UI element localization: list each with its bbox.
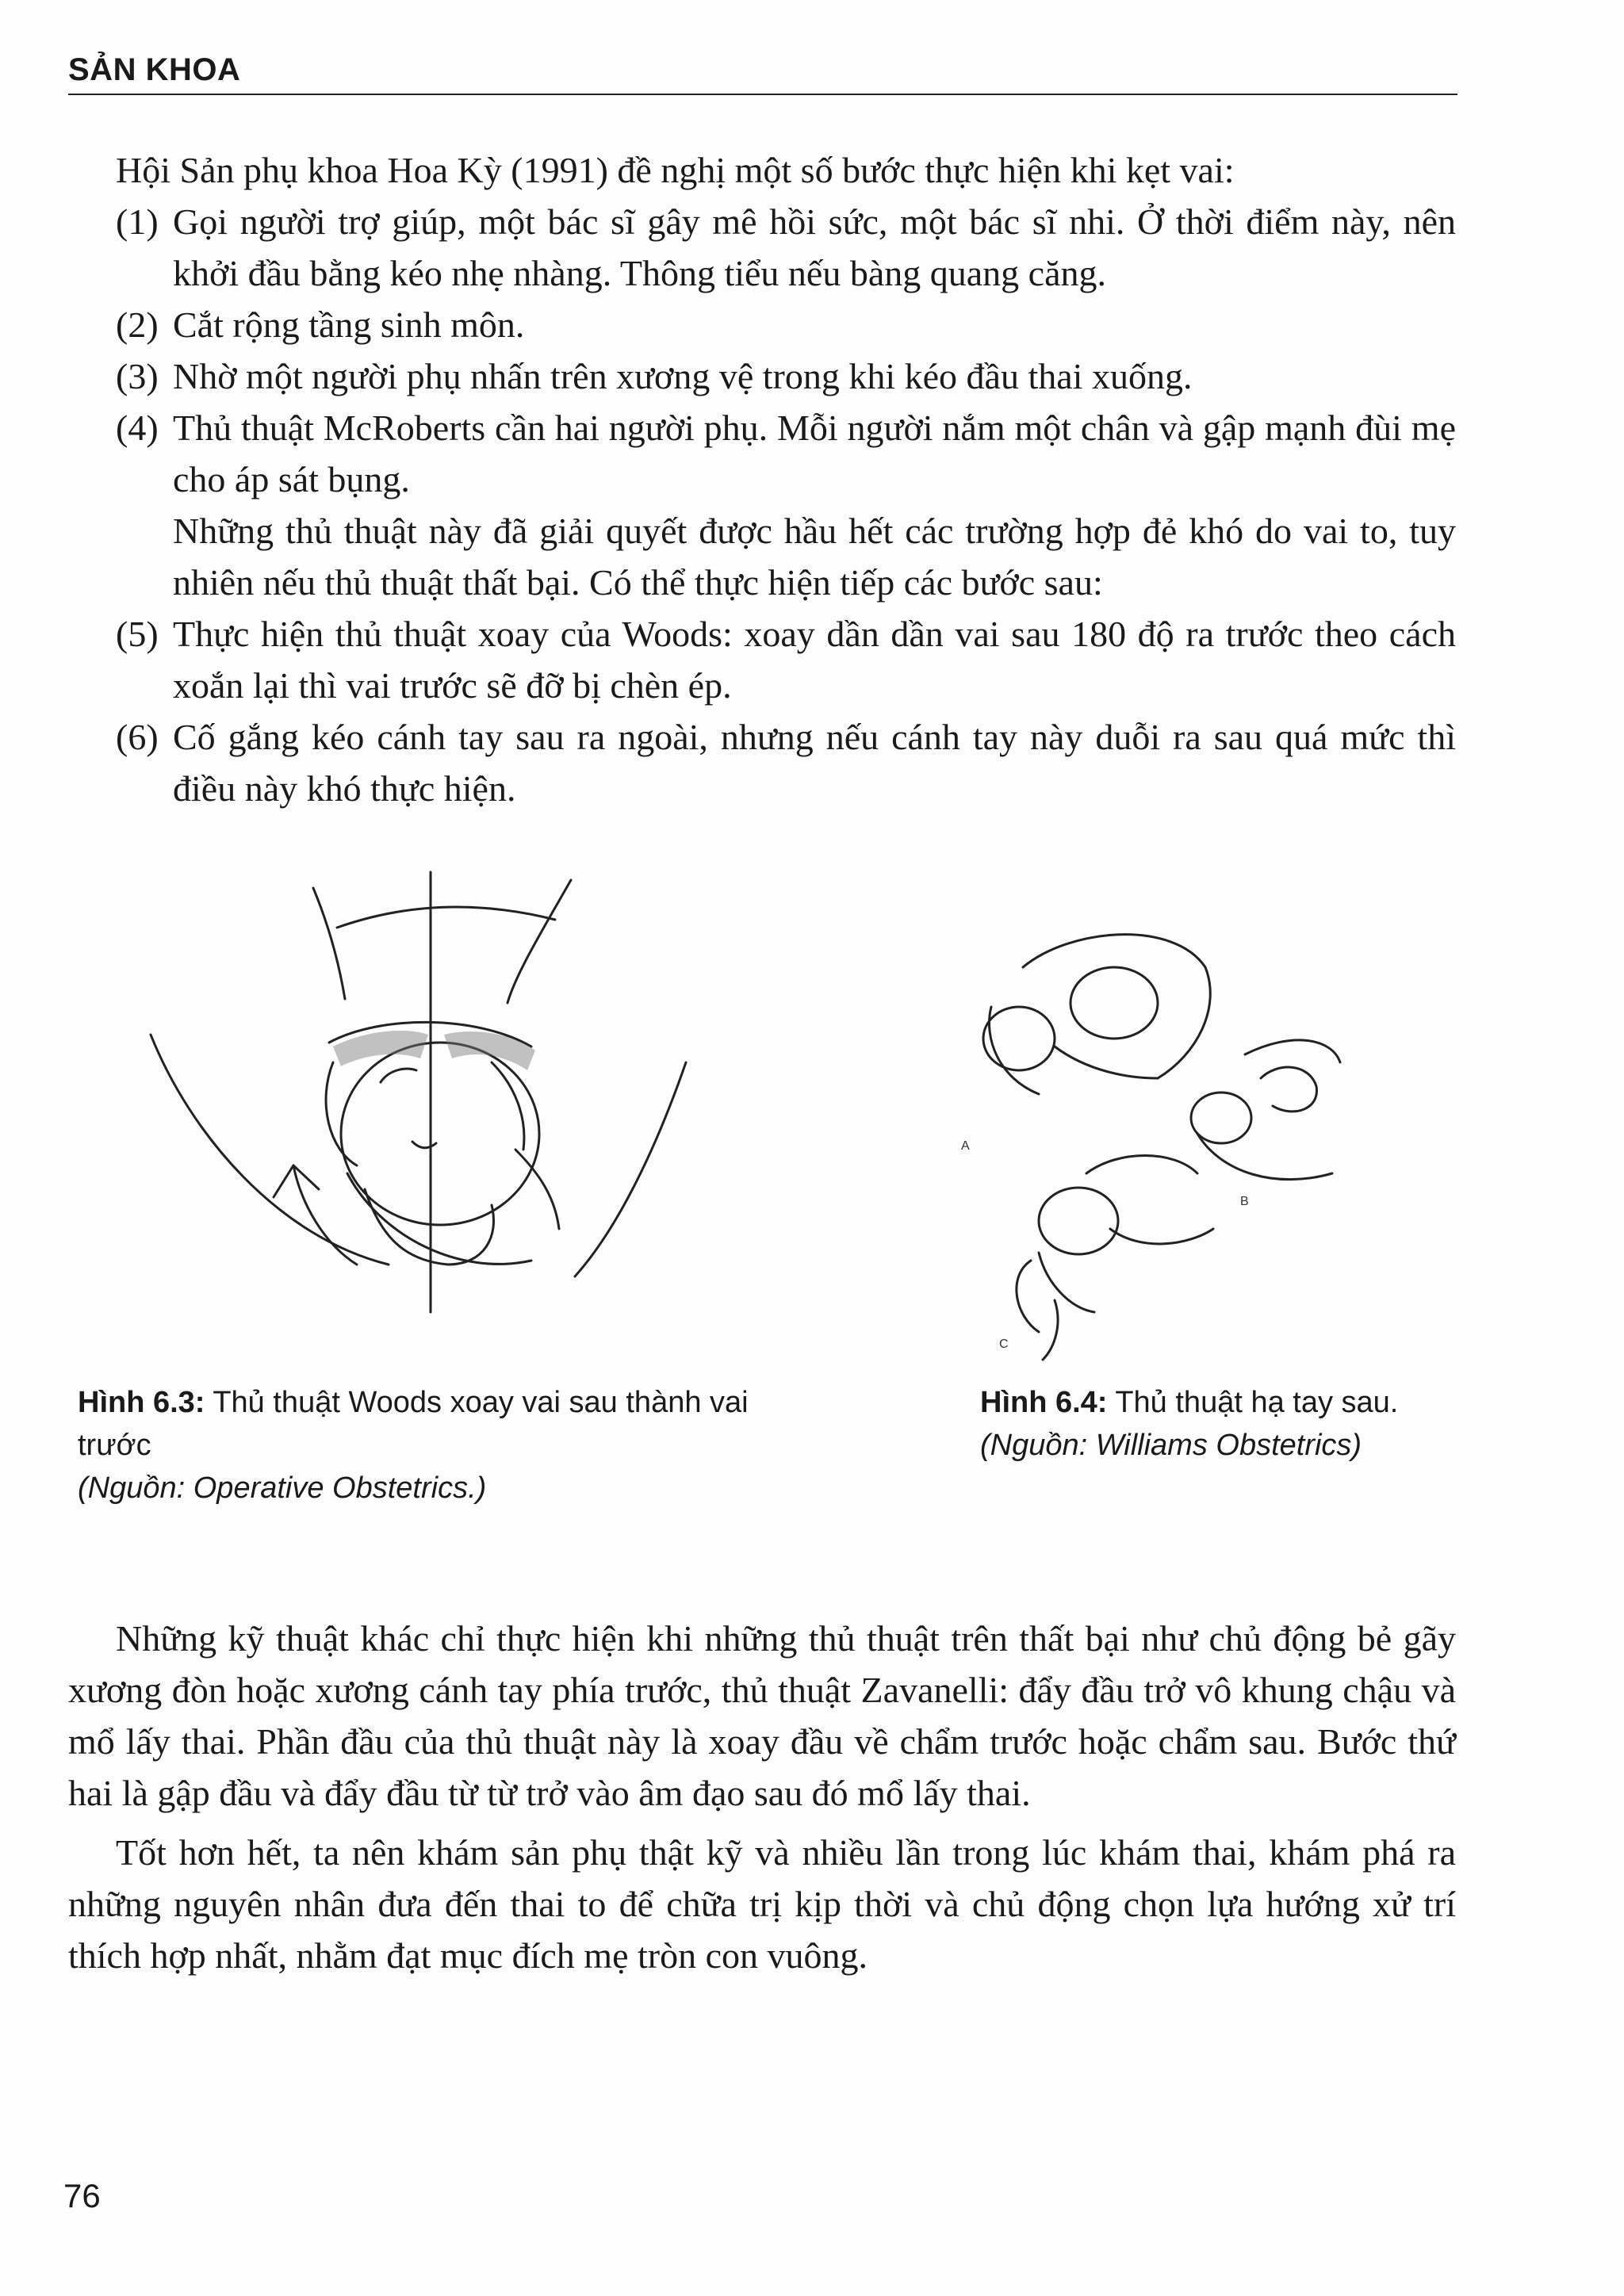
step-text: Cắt rộng tầng sinh môn.	[173, 304, 525, 345]
step-text: Thực hiện thủ thuật xoay của Woods: xoay dần dần vai sau 180 độ ra trước theo cách xoắn lại thì vai trước sẽ đỡ bị chèn ép.	[173, 614, 1456, 706]
step-text: Cố gắng kéo cánh tay sau ra ngoài, nhưng nếu cánh tay này duỗi ra sau quá mức thì điều này khó thực hiện.	[173, 717, 1456, 809]
step-text: Thủ thuật McRoberts cần hai người phụ. Mỗi người nắm một chân và gập mạnh đùi mẹ cho áp sát bụng.	[173, 408, 1456, 499]
figure-6-3-illustration	[143, 864, 714, 1340]
step-text: Gọi người trợ giúp, một bác sĩ gây mê hồi sức, một bác sĩ nhi. Ở thời điểm này, nên khởi đầu bằng kéo nhẹ nhàng. Thông tiểu nếu bàng quang căng.	[173, 201, 1456, 293]
figure-caption-text: Thủ thuật hạ tay sau.	[1107, 1386, 1399, 1419]
figure-6-4-illustration	[959, 920, 1356, 1364]
note-paragraph: Những thủ thuật này đã giải quyết được hầu hết các trường hợp đẻ khó do vai to, tuy nhiên nếu thủ thuật thất bại. Có thể thực hiện tiếp các bước sau:	[173, 511, 1456, 603]
step-number: (3)	[116, 356, 159, 396]
intro-paragraph: Hội Sản phụ khoa Hoa Kỳ (1991) đề nghị một số bước thực hiện khi kẹt vai:	[116, 150, 1235, 190]
running-header: SẢN KHOA	[68, 52, 241, 87]
figure-label: Hình 6.4:	[980, 1386, 1108, 1419]
step-text: Nhờ một người phụ nhấn trên xương vệ trong khi kéo đầu thai xuống.	[173, 356, 1193, 396]
closing-paragraph: Những kỹ thuật khác chỉ thực hiện khi những thủ thuật trên thất bại như chủ động bẻ gãy xương đòn hoặc xương cánh tay phía trước, thủ thuật Zavanelli: đẩy đầu trở vô khung chậu và mổ lấy thai. Phần đầu của thủ thuật này là xoay đầu về chẩm trước hoặc chẩm sau. Bước thứ hai là gập đầu và đẩy đầu từ từ trở vào âm đạo sau đó mổ lấy thai.	[68, 1618, 1456, 1813]
figure-6-3-caption	[78, 1381, 760, 1510]
step-item	[116, 299, 1456, 350]
step-item	[116, 711, 1456, 814]
figure-6-4-caption	[980, 1381, 1456, 1467]
step-number: (2)	[116, 304, 159, 345]
closing-paragraph: Tốt hơn hết, ta nên khám sản phụ thật kỹ và nhiều lần trong lúc khám thai, khám phá ra những nguyên nhân đưa đến thai to để chữa trị kịp thời và chủ động chọn lựa hướng xử trí thích hợp nhất, nhằm đạt mục đích mẹ tròn con vuông.	[68, 1832, 1456, 1976]
step-number: (4)	[116, 408, 159, 448]
step-item	[116, 196, 1456, 299]
step-item	[116, 350, 1456, 402]
panel-letter-b: B	[1240, 1195, 1249, 1208]
step-number: (6)	[116, 717, 159, 757]
step-item	[116, 608, 1456, 711]
panel-letter-a: A	[961, 1139, 970, 1153]
figure-label: Hình 6.3:	[78, 1386, 205, 1419]
step-number: (5)	[116, 614, 159, 654]
figure-source: (Nguồn: Williams Obstetrics)	[980, 1429, 1362, 1462]
page-number: 76	[63, 2177, 101, 2214]
header-rule	[68, 94, 1457, 95]
step-number: (1)	[116, 201, 159, 242]
panel-letter-c: C	[999, 1337, 1009, 1351]
step-item	[116, 402, 1456, 505]
main-text	[116, 144, 1456, 814]
figure-caption-text: Thủ thuật Woods xoay vai sau thành vai trước	[78, 1386, 749, 1462]
closing-text	[68, 1613, 1456, 1989]
figure-source: (Nguồn: Operative Obstetrics.)	[78, 1471, 487, 1505]
